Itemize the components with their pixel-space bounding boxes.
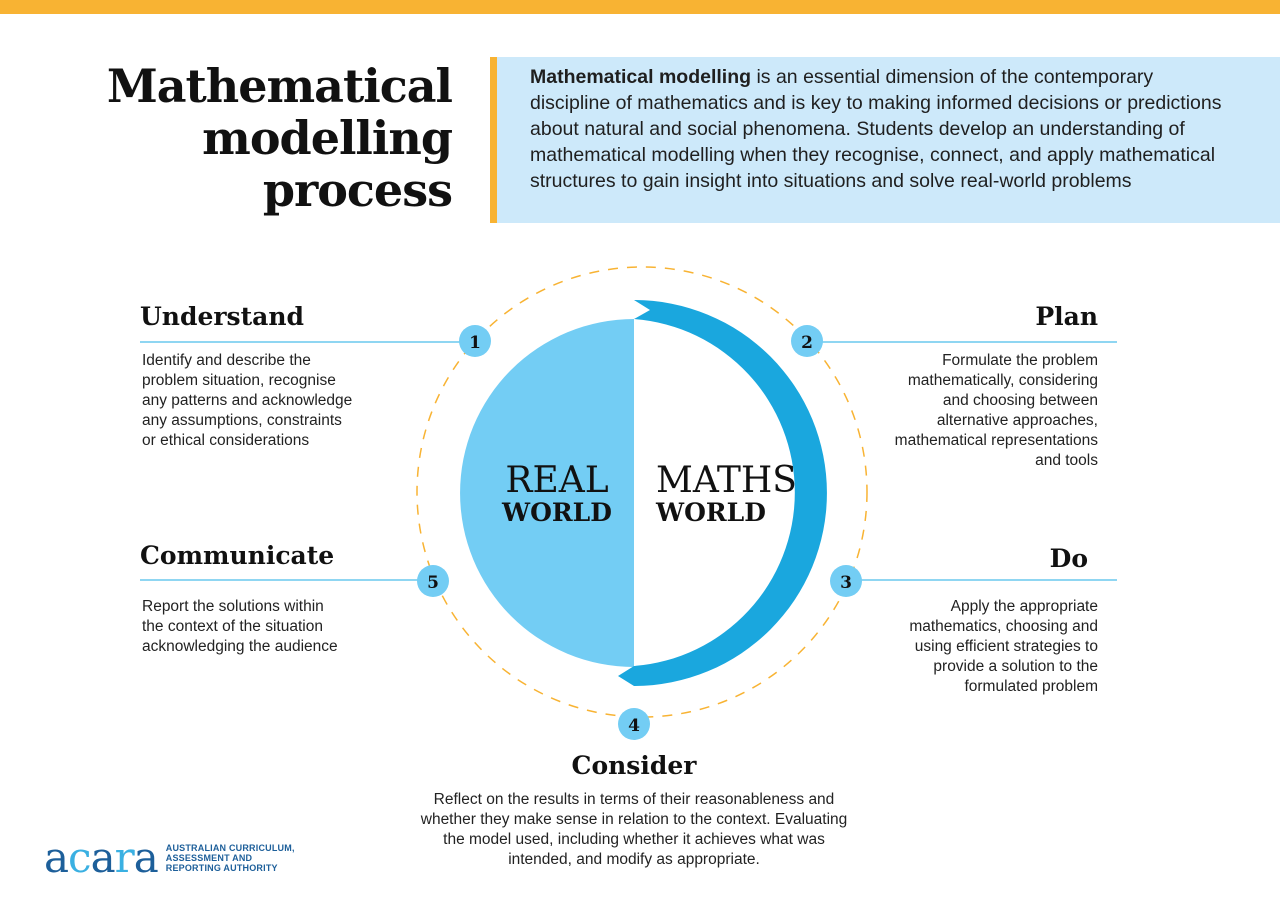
real-label-bold: WORLD: [502, 498, 612, 527]
text-line: Apply the appropriate: [950, 598, 1098, 615]
text-line: Identify and describe the: [142, 352, 311, 369]
title-line-1: Mathematical: [106, 59, 452, 113]
org-line: AUSTRALIAN CURRICULUM,: [165, 843, 295, 853]
real-label-thin: REAL: [505, 460, 609, 501]
wordmark-letter: a: [133, 833, 158, 882]
text-line: mathematical representations: [894, 432, 1098, 449]
stage-heading-do: Do: [1049, 544, 1088, 573]
maths-label-thin: MATHS: [656, 460, 797, 501]
stage-description-communicate: [142, 597, 442, 657]
text-line: mathematics, choosing and: [909, 618, 1098, 635]
step-number-3: 3: [840, 573, 852, 593]
step-badge-1: [459, 325, 491, 357]
text-line: the context of the situation: [142, 618, 323, 635]
acara-org-name: [166, 843, 295, 873]
step-number-4: 4: [628, 716, 640, 736]
wordmark-letter: r: [114, 833, 134, 882]
stage-heading-plan: Plan: [1035, 302, 1098, 331]
acara-logo: [44, 833, 295, 882]
text-line: Reflect on the results in terms of their reasonableness and: [433, 791, 835, 808]
stage-heading-communicate: Communicate: [140, 541, 335, 570]
text-line: alternative approaches,: [936, 412, 1098, 429]
maths-label-bold: WORLD: [656, 498, 766, 527]
title-line-2: modelling: [202, 111, 452, 165]
title-line-3: process: [262, 163, 452, 217]
text-line: the model used, including whether it achieves what was: [443, 831, 825, 848]
step-badge-3: [830, 565, 862, 597]
org-line: ASSESSMENT AND: [165, 853, 253, 863]
text-line: problem situation, recognise: [142, 372, 336, 389]
step-badge-5: [417, 565, 449, 597]
text-line: intended, and modify as appropriate.: [508, 851, 760, 868]
stage-heading-consider: Consider: [571, 751, 697, 780]
text-line: provide a solution to the: [933, 658, 1098, 675]
text-line: mathematically, considering: [907, 372, 1098, 389]
text-line: any assumptions, constraints: [142, 412, 342, 429]
text-line: whether they make sense in relation to the context. Evaluating: [420, 811, 848, 828]
wordmark-letter: a: [90, 833, 115, 882]
stage-description-consider: [394, 790, 874, 870]
stage-description-understand: [142, 351, 442, 451]
text-line: any patterns and acknowledge: [142, 392, 353, 409]
stage-heading-understand: Understand: [140, 302, 305, 331]
text-line: acknowledging the audience: [142, 638, 338, 655]
text-line: Report the solutions within: [142, 598, 324, 615]
text-line: and choosing between: [942, 392, 1098, 409]
text-line: Formulate the problem: [942, 352, 1098, 369]
org-line: REPORTING AUTHORITY: [165, 863, 278, 873]
step-badge-4: [618, 708, 650, 740]
wordmark-letter: a: [44, 833, 69, 882]
step-number-1: 1: [469, 333, 481, 353]
step-number-5: 5: [427, 573, 439, 593]
stage-description-plan: [798, 351, 1098, 471]
intro-body: is an essential dimension of the contemporary discipline of mathematics and is key to making informed decisions or predictions about natural and social phenomena. Students develop an understanding of mathematical modelling when they recognise, connect, and apply mathematical structures to gain insight into situations and solve real-world problems: [530, 66, 1222, 192]
text-line: using efficient strategies to: [914, 638, 1098, 655]
stage-description-do: [798, 597, 1098, 697]
text-line: and tools: [1035, 452, 1098, 469]
wordmark-letter: c: [68, 833, 91, 882]
text-line: formulated problem: [964, 678, 1098, 695]
intro-bold-lead: Mathematical modelling: [530, 66, 752, 88]
text-line: or ethical considerations: [142, 432, 310, 449]
acara-wordmark: [44, 833, 158, 882]
step-number-2: 2: [801, 333, 813, 353]
